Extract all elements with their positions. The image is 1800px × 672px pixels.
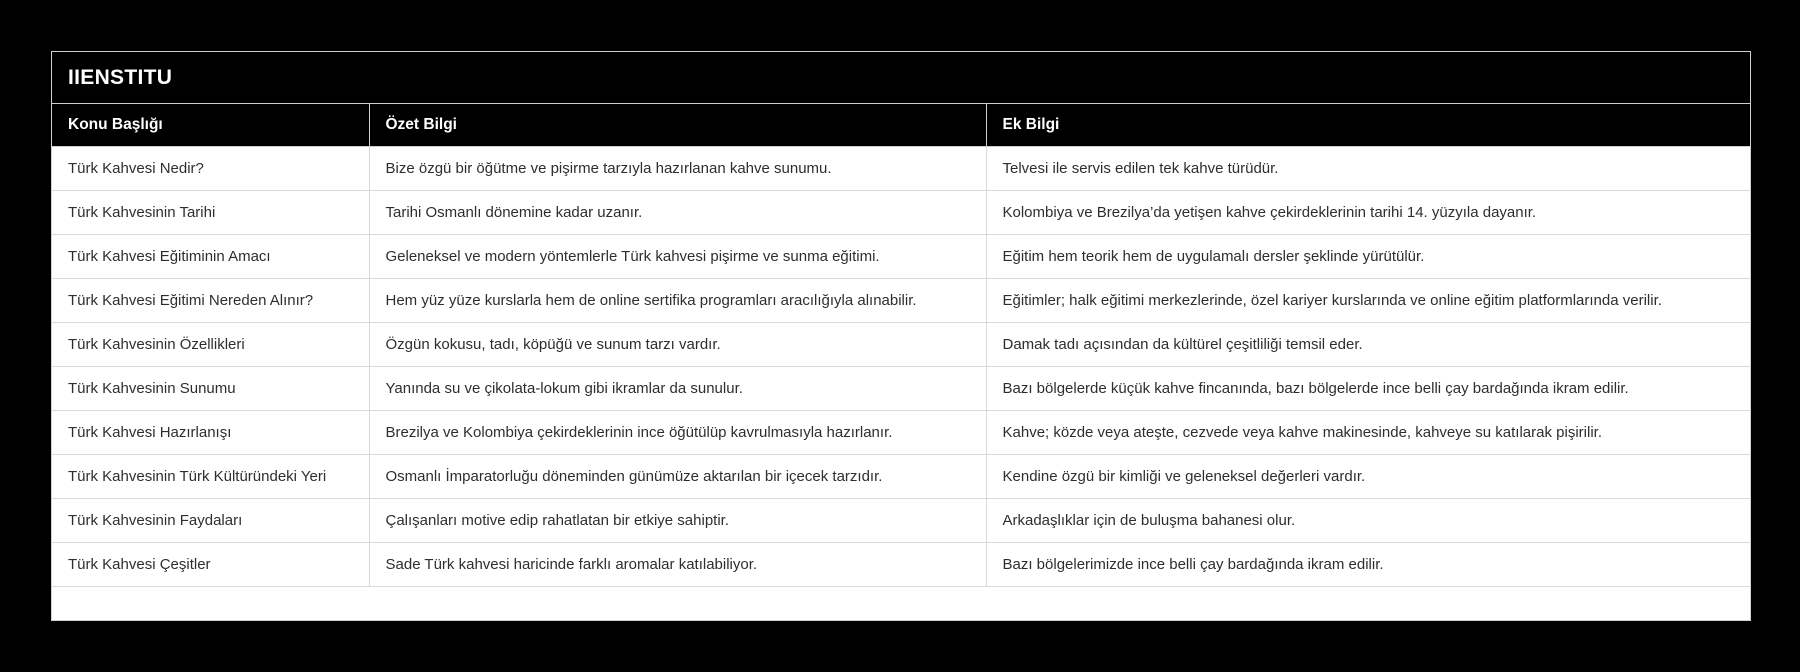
table-cell-ek: Bazı bölgelerde küçük kahve fincanında, bazı bölgelerde ince belli çay bardağında ikram edilir. [986, 367, 1750, 411]
info-table [52, 104, 1750, 587]
table-header-row [52, 104, 1750, 147]
table-cell-ozet: Geleneksel ve modern yöntemlerle Türk kahvesi pişirme ve sunma eğitimi. [369, 235, 986, 279]
table-cell-konu: Türk Kahvesinin Sunumu [52, 367, 369, 411]
table-cell-ek: Kendine özgü bir kimliği ve geleneksel değerleri vardır. [986, 455, 1750, 499]
table-row [52, 411, 1750, 455]
content-table-card [51, 51, 1751, 621]
table-row [52, 191, 1750, 235]
table-cell-ek: Kolombiya ve Brezilya’da yetişen kahve çekirdeklerinin tarihi 14. yüzyıla dayanır. [986, 191, 1750, 235]
table-cell-konu: Türk Kahvesinin Özellikleri [52, 323, 369, 367]
table-cell-ozet: Yanında su ve çikolata-lokum gibi ikramlar da sunulur. [369, 367, 986, 411]
table-cell-konu: Türk Kahvesi Eğitimi Nereden Alınır? [52, 279, 369, 323]
table-cell-ek: Eğitim hem teorik hem de uygulamalı dersler şeklinde yürütülür. [986, 235, 1750, 279]
table-cell-konu: Türk Kahvesinin Türk Kültüründeki Yeri [52, 455, 369, 499]
table-cell-ozet: Tarihi Osmanlı dönemine kadar uzanır. [369, 191, 986, 235]
table-body [52, 147, 1750, 587]
table-cell-ozet: Çalışanları motive edip rahatlatan bir etkiye sahiptir. [369, 499, 986, 543]
column-header-konu-basligi: Konu Başlığı [52, 104, 369, 147]
table-cell-ek: Telvesi ile servis edilen tek kahve türüdür. [986, 147, 1750, 191]
table-row [52, 455, 1750, 499]
table-cell-ozet: Sade Türk kahvesi haricinde farklı aromalar katılabiliyor. [369, 543, 986, 587]
brand-title-bar [52, 52, 1750, 104]
table-cell-ek: Eğitimler; halk eğitimi merkezlerinde, özel kariyer kurslarında ve online eğitim platformlarında verilir. [986, 279, 1750, 323]
table-cell-ozet: Bize özgü bir öğütme ve pişirme tarzıyla hazırlanan kahve sunumu. [369, 147, 986, 191]
column-header-ek-bilgi: Ek Bilgi [986, 104, 1750, 147]
table-cell-konu: Türk Kahvesi Hazırlanışı [52, 411, 369, 455]
table-cell-konu: Türk Kahvesi Çeşitler [52, 543, 369, 587]
table-cell-konu: Türk Kahvesinin Tarihi [52, 191, 369, 235]
table-row [52, 147, 1750, 191]
table-cell-ek: Bazı bölgelerimizde ince belli çay bardağında ikram edilir. [986, 543, 1750, 587]
table-row [52, 499, 1750, 543]
table-row [52, 323, 1750, 367]
table-cell-ozet: Hem yüz yüze kurslarla hem de online sertifika programları aracılığıyla alınabilir. [369, 279, 986, 323]
table-cell-konu: Türk Kahvesinin Faydaları [52, 499, 369, 543]
table-cell-ozet: Özgün kokusu, tadı, köpüğü ve sunum tarzı vardır. [369, 323, 986, 367]
table-cell-ozet: Brezilya ve Kolombiya çekirdeklerinin ince öğütülüp kavrulmasıyla hazırlanır. [369, 411, 986, 455]
table-cell-ek: Damak tadı açısından da kültürel çeşitliliği temsil eder. [986, 323, 1750, 367]
column-header-ozet-bilgi: Özet Bilgi [369, 104, 986, 147]
table-row [52, 235, 1750, 279]
table-cell-ek: Arkadaşlıklar için de buluşma bahanesi olur. [986, 499, 1750, 543]
brand-title: IIENSTITU [68, 65, 173, 89]
table-row [52, 543, 1750, 587]
table-row [52, 279, 1750, 323]
table-row [52, 367, 1750, 411]
table-cell-konu: Türk Kahvesi Nedir? [52, 147, 369, 191]
table-cell-ek: Kahve; közde veya ateşte, cezvede veya kahve makinesinde, kahveye su katılarak pişirilir. [986, 411, 1750, 455]
table-cell-ozet: Osmanlı İmparatorluğu döneminden günümüze aktarılan bir içecek tarzıdır. [369, 455, 986, 499]
table-cell-konu: Türk Kahvesi Eğitiminin Amacı [52, 235, 369, 279]
